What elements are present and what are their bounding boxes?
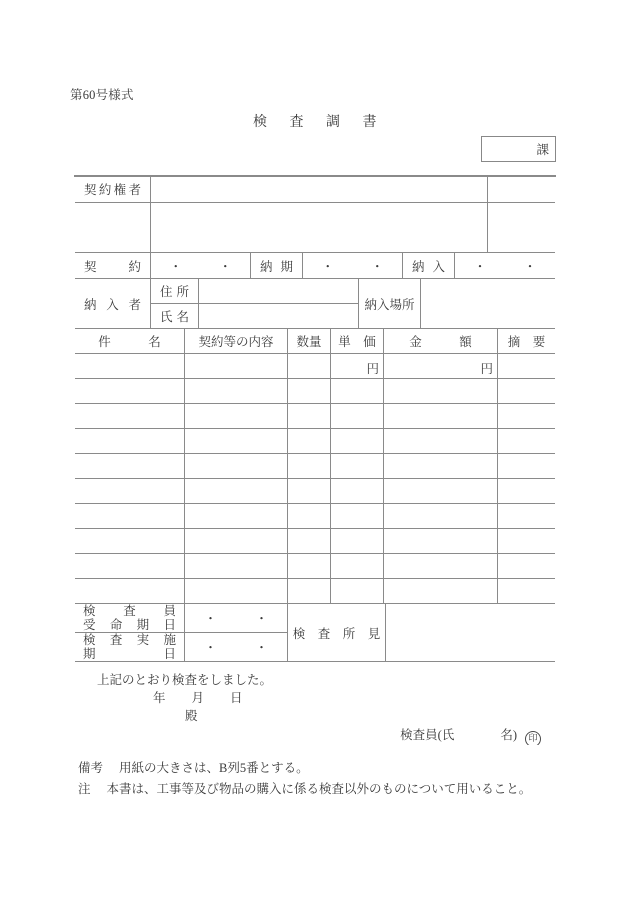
table-row-cell-unit-price[interactable] [331,554,384,579]
delivery-deadline-value[interactable] [303,253,403,279]
table-row-cell-item-name[interactable] [75,479,185,504]
table-row-cell-remarks[interactable] [498,429,555,454]
col-header-amount [384,329,498,354]
table-row-cell-quantity[interactable] [288,354,331,379]
table-row-cell-quantity[interactable] [288,479,331,504]
table-row-cell-amount[interactable] [384,529,498,554]
table-row-cell-remarks[interactable] [498,554,555,579]
supplier-name-label: 氏 名 [151,304,199,329]
inspector-signature-label: 検査員(氏 [400,728,455,742]
statement-block [75,662,555,745]
table-row-cell-contract-content[interactable] [185,404,288,429]
table-row-cell-quantity[interactable] [288,379,331,404]
table-row-cell-item-name[interactable] [75,454,185,479]
table-row-cell-item-name[interactable] [75,529,185,554]
title-char-3: 調 [326,115,341,130]
table-row-cell-unit-price[interactable] [331,504,384,529]
contract-holder-blank-right[interactable] [488,203,555,253]
supplier-label: 納 入 者 [75,279,151,329]
inspection-date-label [75,633,185,662]
col-header-contract-content [185,329,288,354]
table-row-cell-unit-price[interactable] [331,479,384,504]
table-row-cell-item-name[interactable] [75,354,185,379]
footnote-note-label: 注 [78,782,91,796]
table-row-cell-contract-content[interactable] [185,479,288,504]
inspector-signature-label-end: 名) [500,728,517,742]
col-header-unit-price [331,329,384,354]
form-number: 第60号様式 [70,88,134,102]
table-row-cell-quantity[interactable] [288,579,331,604]
contract-holder-blank-mid[interactable] [151,203,488,253]
inspection-date-value[interactable] [185,633,288,662]
table-row-cell-amount[interactable] [384,354,498,379]
unit-price-currency: 円 [366,362,379,376]
table-row-cell-unit-price[interactable] [331,454,384,479]
table-row-cell-contract-content[interactable] [185,379,288,404]
table-row-cell-item-name[interactable] [75,579,185,604]
inspector-date-value[interactable] [185,604,288,633]
col-header-amount-text: 金 額 [409,335,472,349]
footnote-note-text: 本書は、工事等及び物品の購入に係る検査以外のものについて用いること。 [106,782,532,796]
department-label: 課 [536,143,549,157]
deadline-sep-1: ・ [321,259,334,274]
table-row-cell-item-name[interactable] [75,379,185,404]
contract-date-value[interactable] [151,253,251,279]
table-row-cell-unit-price[interactable] [331,579,384,604]
table-row-cell-item-name[interactable] [75,504,185,529]
footnote-note [78,779,531,797]
table-row-cell-contract-content[interactable] [185,504,288,529]
table-row-cell-item-name[interactable] [75,554,185,579]
main-table [74,175,556,743]
deadline-sep-2: ・ [370,259,384,274]
table-row-cell-unit-price[interactable] [331,404,384,429]
table-row-cell-remarks[interactable] [498,354,555,379]
col-header-unit-price-text: 単 価 [338,335,376,349]
contract-holder-blank-left[interactable] [75,203,151,253]
table-row-cell-quantity[interactable] [288,454,331,479]
delivery-place-text: 納入場所 [364,297,415,312]
inspector-date-sep-1: ・ [204,612,217,626]
document-title [0,111,630,131]
table-row-cell-unit-price[interactable] [331,379,384,404]
statement-date-line [153,688,243,706]
table-row-cell-unit-price[interactable] [331,354,384,379]
findings-value[interactable] [386,604,555,662]
title-char-2: 査 [289,115,304,130]
delivery-place-label [359,279,421,329]
col-header-remarks [498,329,555,354]
table-row-cell-contract-content[interactable] [185,454,288,479]
col-header-contract-content-text: 契約等の内容 [198,335,274,349]
footnote-remark [78,758,309,776]
table-row-cell-item-name[interactable] [75,429,185,454]
contract-holder-value[interactable] [151,176,488,203]
table-row-cell-amount[interactable] [384,454,498,479]
table-row-cell-remarks[interactable] [498,504,555,529]
col-header-remarks-text: 摘 要 [507,335,546,349]
contract-date-label: 契 約 [75,253,151,279]
delivery-deadline-label: 納 期 [251,253,303,279]
statement-year: 年 [153,691,166,705]
title-char-1: 検 [253,115,268,130]
table-row-cell-unit-price[interactable] [331,429,384,454]
contract-holder-label: 契 約 権 者 [75,176,151,203]
table-row-cell-amount[interactable] [384,429,498,454]
table-row-cell-amount[interactable] [384,579,498,604]
table-row-cell-contract-content[interactable] [185,579,288,604]
seal-icon: 印 [525,731,541,745]
inspector-date-sep-2: ・ [255,612,268,626]
inspection-date-label-line1: 検 査 実 施 [83,633,176,647]
inspector-date-label-line1: 検 査 員 [83,604,176,618]
table-row-cell-quantity[interactable] [288,529,331,554]
delivery-place-value[interactable] [421,279,555,329]
table-row-cell-remarks[interactable] [498,479,555,504]
statement-day: 日 [230,691,243,705]
statement-dono: 殿 [185,709,198,723]
supplier-address-value[interactable] [199,279,359,304]
inspector-date-label [75,604,185,633]
table-row-cell-item-name[interactable] [75,404,185,429]
statement-text: 上記のとおり検査をしました。 [97,673,273,687]
inspection-date-sep-1: ・ [204,641,217,655]
table-row-cell-quantity[interactable] [288,504,331,529]
table-row-cell-contract-content[interactable] [185,429,288,454]
delivery-sep-2: ・ [523,259,537,274]
table-row-cell-contract-content[interactable] [185,554,288,579]
table-row-cell-remarks[interactable] [498,379,555,404]
table-row-cell-amount[interactable] [384,479,498,504]
contract-date-sep-1: ・ [169,259,182,274]
table-row-cell-remarks[interactable] [498,529,555,554]
table-row-cell-unit-price[interactable] [331,529,384,554]
delivery-sep-1: ・ [473,259,487,274]
supplier-name-value[interactable] [199,304,359,329]
footnote-remark-text: 用紙の大きさは、B列5番とする。 [119,761,309,775]
col-header-item-name-text: 件 名 [98,335,161,349]
col-header-quantity [288,329,331,354]
table-row-cell-amount[interactable] [384,404,498,429]
table-row-cell-amount[interactable] [384,379,498,404]
table-row-cell-contract-content[interactable] [185,529,288,554]
footnote-remark-label: 備考 [78,761,104,775]
col-header-quantity-text: 数量 [296,335,322,349]
table-row-cell-quantity[interactable] [288,404,331,429]
table-row-cell-quantity[interactable] [288,429,331,454]
contract-date-sep-2: ・ [218,259,232,274]
findings-label [288,604,386,662]
table-row-cell-remarks[interactable] [498,404,555,429]
table-row-cell-contract-content[interactable] [185,354,288,379]
table-row-cell-amount[interactable] [384,504,498,529]
delivery-value[interactable] [455,253,555,279]
statement-month: 月 [191,691,205,705]
department-box[interactable] [481,136,556,162]
title-char-4: 書 [362,115,377,130]
amount-currency: 円 [480,362,493,376]
table-row-cell-quantity[interactable] [288,554,331,579]
table-row-cell-remarks[interactable] [498,454,555,479]
inspector-signature-line [400,725,541,745]
delivery-label: 納 入 [403,253,455,279]
table-row-cell-amount[interactable] [384,554,498,579]
inspection-date-sep-2: ・ [255,641,268,655]
findings-label-text: 検 査 所 見 [292,626,381,641]
inspector-date-label-line2: 受 命 期 日 [83,618,176,632]
table-row-cell-remarks[interactable] [498,579,555,604]
supplier-address-label: 住 所 [151,279,199,304]
contract-holder-right-top[interactable] [488,176,555,203]
inspection-date-label-line2: 期 日 [83,647,176,661]
col-header-item-name [75,329,185,354]
